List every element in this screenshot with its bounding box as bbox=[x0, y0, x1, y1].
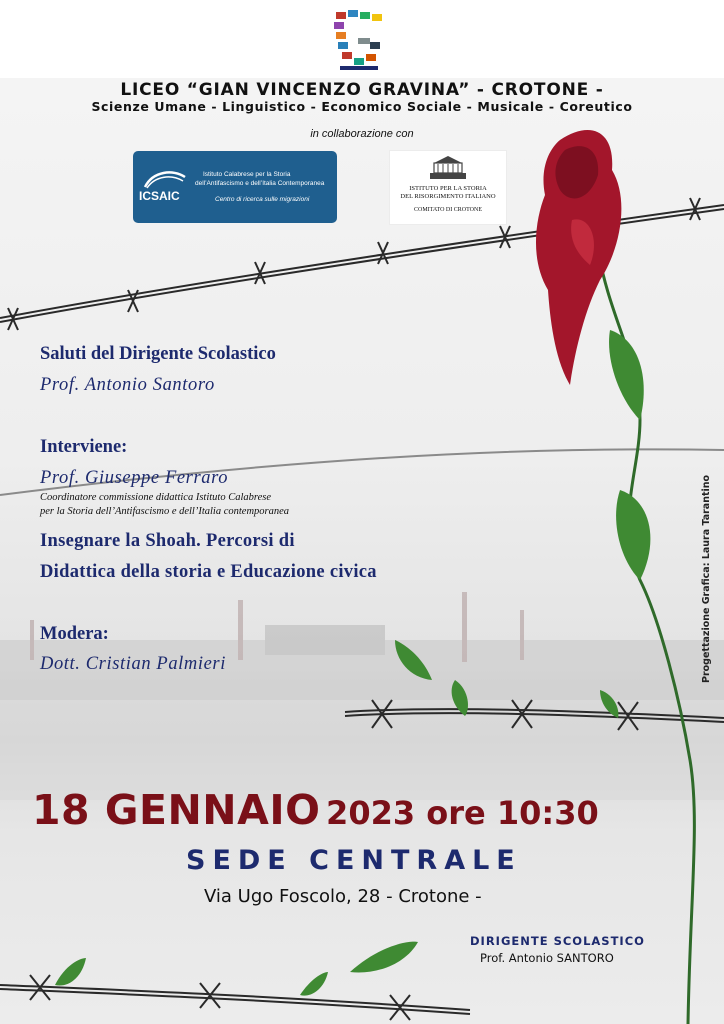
school-tracks: Scienze Umane - Linguistico - Economico Sociale - Musicale - Coreutico bbox=[91, 99, 633, 114]
moderator-heading: Modera: bbox=[40, 624, 109, 644]
graphic-design-credit: Progettazione Grafica: Laura Tarantino bbox=[701, 474, 712, 683]
event-date-time bbox=[32, 786, 599, 834]
icsaic-acronym: ICSAIC bbox=[139, 189, 180, 203]
signature-title: DIRIGENTE SCOLASTICO bbox=[470, 934, 645, 948]
signature-name: Prof. Antonio SANTORO bbox=[480, 951, 614, 965]
greeting-heading: Saluti del Dirigente Scolastico bbox=[40, 344, 276, 364]
isri-committee: COMITATO DI CROTONE bbox=[414, 207, 482, 213]
icsaic-subtitle: Centro di ricerca sulle migrazioni bbox=[215, 196, 310, 203]
isri-name-line2: DEL RISORGIMENTO ITALIANO bbox=[400, 193, 496, 200]
speaker-role-line2: per la Storia dell’Antifascismo e dell’Italia contemporanea bbox=[40, 506, 290, 517]
speaker-heading: Interviene: bbox=[40, 437, 128, 457]
greeting-name: Prof. Antonio Santoro bbox=[40, 375, 215, 395]
isri-name-line1: ISTITUTO PER LA STORIA bbox=[409, 185, 487, 192]
talk-title-line2: Didattica della storia e Educazione civica bbox=[40, 562, 377, 582]
event-year-time: 2023 ore 10:30 bbox=[326, 794, 599, 832]
speaker-role-line1: Coordinatore commissione didattica Istituto Calabrese bbox=[40, 492, 271, 503]
talk-title-line1: Insegnare la Shoah. Percorsi di bbox=[40, 531, 295, 551]
collaboration-label: in collaborazione con bbox=[310, 128, 414, 140]
school-name: LICEO “GIAN VINCENZO GRAVINA” - CROTONE - bbox=[120, 80, 604, 100]
icsaic-wave-icon bbox=[143, 167, 187, 189]
event-address: Via Ugo Foscolo, 28 - Crotone - bbox=[204, 886, 482, 907]
icsaic-name-line2: dell’Antifascismo e dell’Italia Contemporanea bbox=[195, 180, 325, 187]
speaker-name: Prof. Giuseppe Ferraro bbox=[40, 468, 229, 488]
icsaic-logo bbox=[133, 151, 337, 223]
isri-logo bbox=[389, 150, 507, 225]
icsaic-name-line1: Istituto Calabrese per la Storia bbox=[203, 171, 291, 178]
event-date: 18 GENNAIO bbox=[32, 786, 321, 834]
rose-flower bbox=[536, 130, 621, 385]
moderator-name: Dott. Cristian Palmieri bbox=[40, 654, 226, 674]
event-venue: SEDE CENTRALE bbox=[186, 845, 522, 876]
school-logo bbox=[330, 6, 390, 76]
building-icon bbox=[428, 155, 468, 181]
